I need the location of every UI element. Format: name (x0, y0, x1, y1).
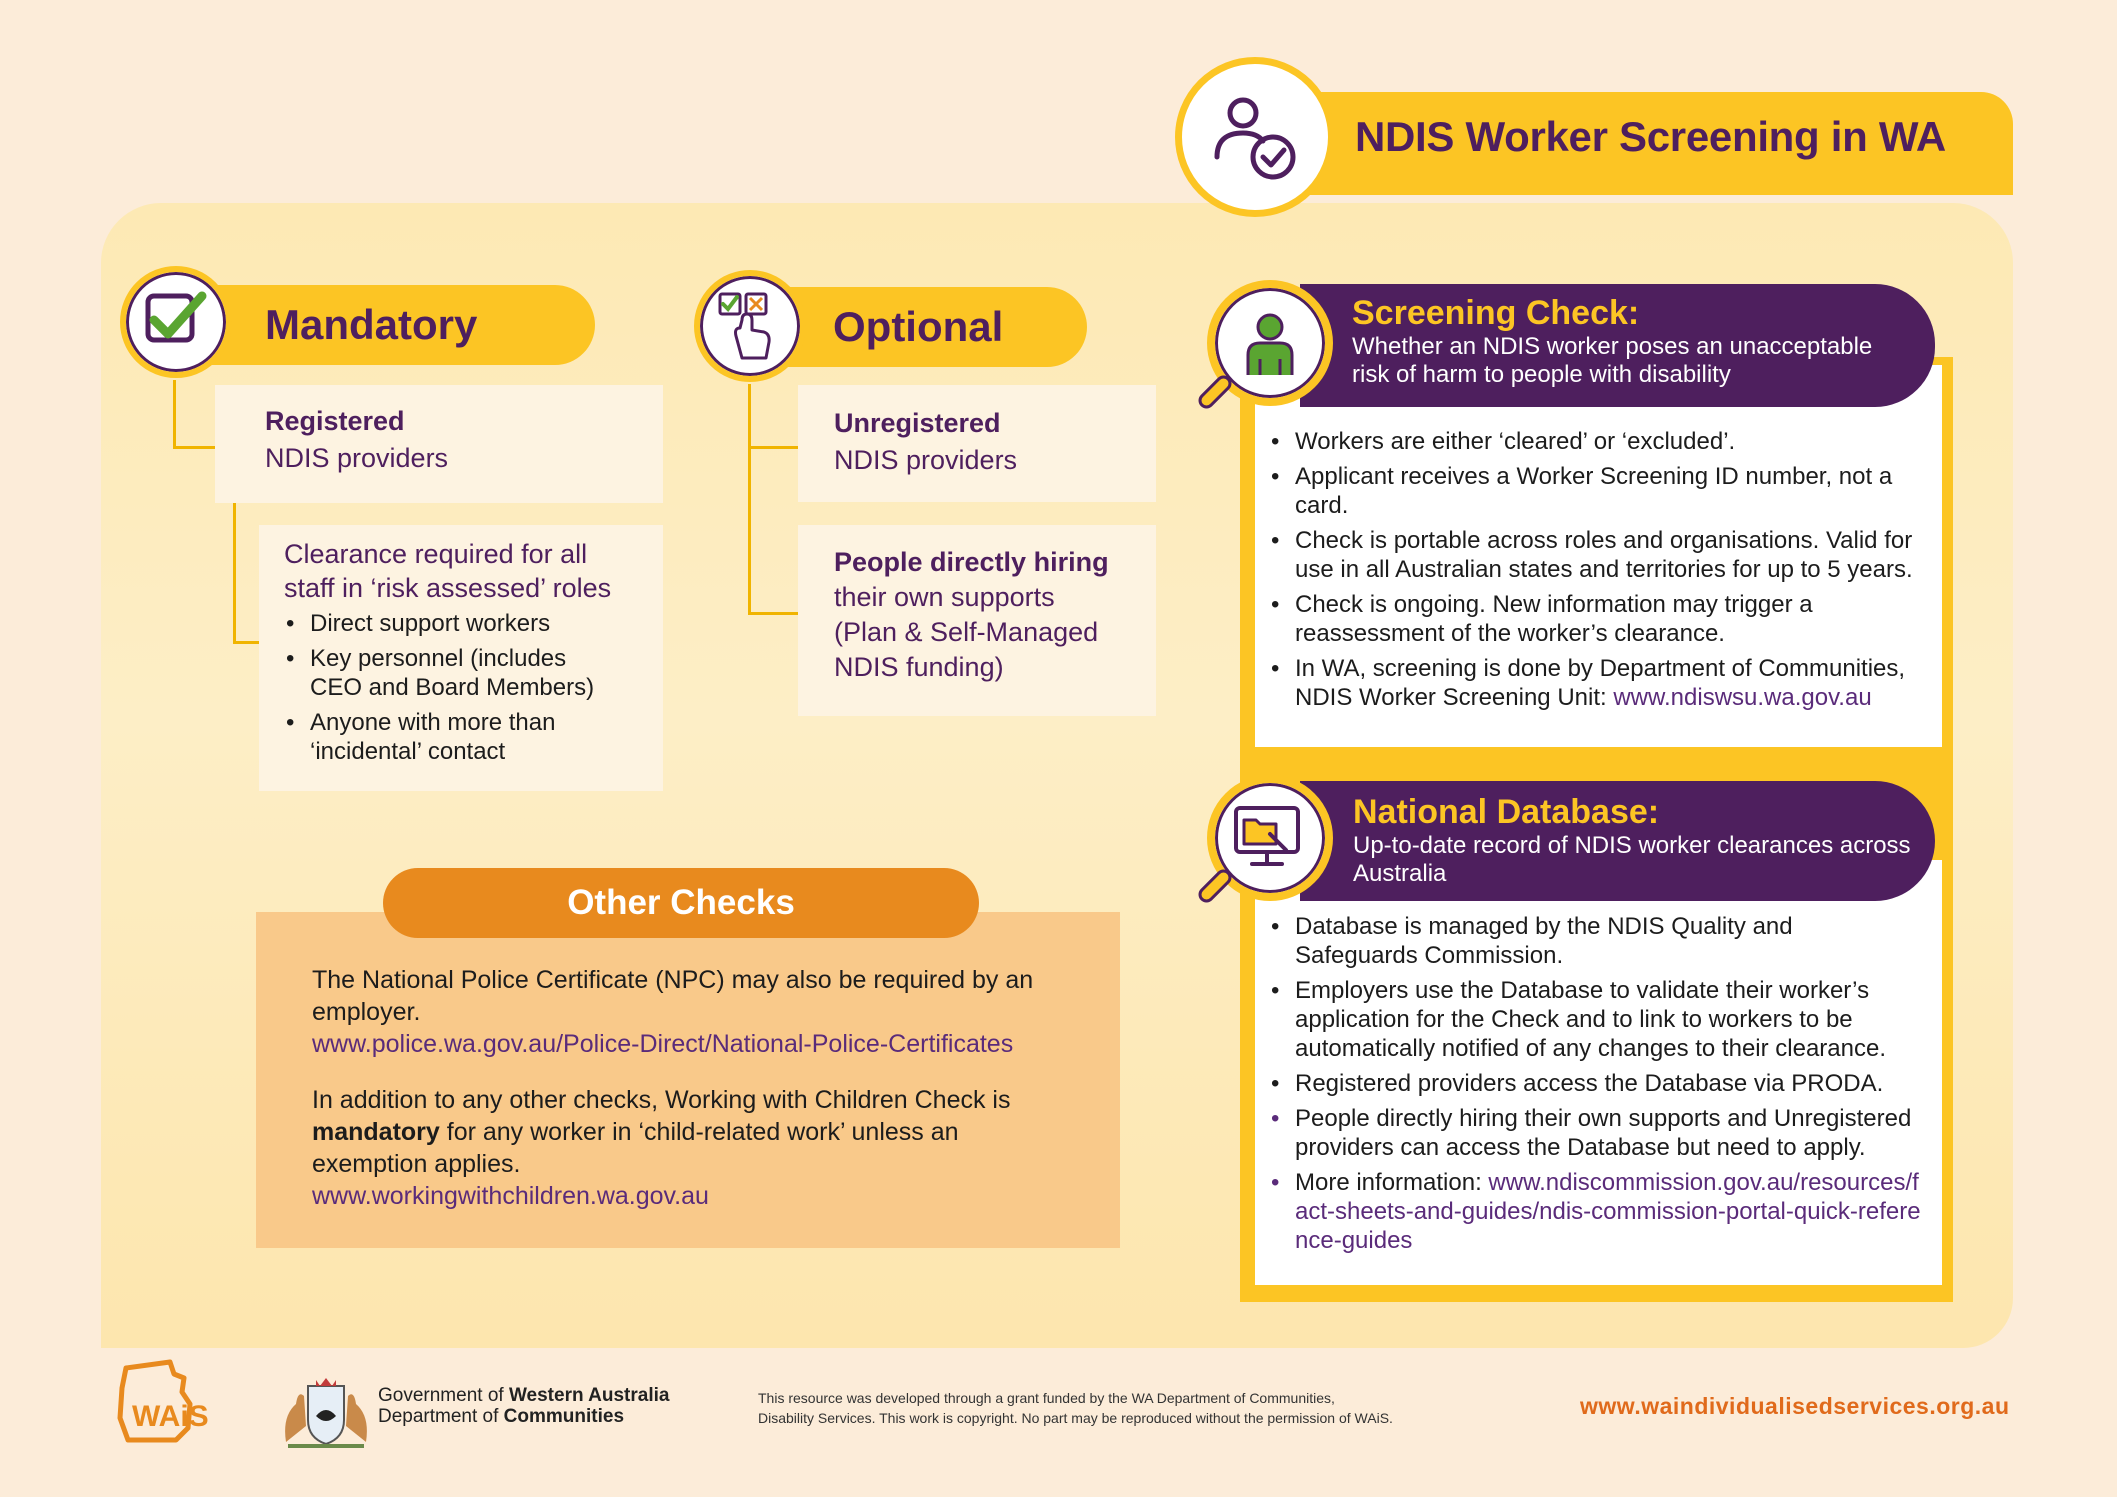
database-list (1255, 860, 1942, 1255)
national-database-banner (1300, 781, 1935, 901)
wa-coat-of-arms-icon (278, 1376, 374, 1450)
npc-paragraph: The National Police Certificate (NPC) may also be required by an employer. (312, 966, 1034, 1026)
registered-label: Registered (265, 406, 405, 436)
government-logo-text (378, 1385, 669, 1427)
national-database-title: National Database: (1353, 793, 1660, 831)
list-item: • Check is ongoing. New information may trigger a reassessment of the worker’s clearance. (1269, 590, 1922, 648)
clearance-list (259, 605, 663, 766)
direct-hiring-label: People directly hiring (834, 547, 1109, 577)
screening-list (1255, 365, 1942, 712)
list-item: • Database is managed by the NDIS Quality and Safeguards Commission. (1269, 912, 1922, 970)
disclaimer-line1: This resource was developed through a grant funded by the WA Department of Communities, (758, 1390, 1335, 1406)
direct-hiring-line3: NDIS funding) (834, 652, 1004, 682)
list-item: • Direct support workers (284, 609, 643, 638)
wais-logo[interactable] (112, 1358, 216, 1444)
connector-line (748, 384, 751, 448)
direct-hiring-line1: their own supports (834, 582, 1055, 612)
national-database-subtitle: Up-to-date record of NDIS worker clearances across Australia (1353, 832, 1911, 887)
screening-check-title: Screening Check: (1352, 294, 1640, 332)
person-check-icon (1175, 57, 1335, 217)
list-item (1269, 1168, 1922, 1255)
more-info-label: More information: (1295, 1169, 1489, 1196)
connector-line (173, 446, 215, 449)
gov-line1-a: Government of (378, 1385, 509, 1406)
optional-heading-label: Optional (833, 303, 1004, 350)
direct-hiring-line2: (Plan & Self-Managed (834, 617, 1099, 647)
footer-disclaimer (758, 1388, 1393, 1428)
checkbox-hand-icon (694, 270, 806, 382)
wwcc-text-a: In addition to any other checks, Working with Children Check is (312, 1086, 1011, 1114)
unregistered-text: NDIS providers (834, 445, 1018, 475)
screening-check-subtitle: Whether an NDIS worker poses an unacceptable risk of harm to people with disability (1352, 333, 1873, 388)
connector-line (233, 641, 259, 644)
gov-line2-b: Communities (503, 1406, 625, 1427)
ndis-commission-link[interactable]: www.ndiscommission.gov.au/resources/fact-sheets-and-guides/ndis-commission-portal-quick-reference-guides (1295, 1169, 1921, 1254)
police-link[interactable]: www.police.wa.gov.au/Police-Direct/National-Police-Certificates (312, 1030, 1014, 1058)
registered-text: NDIS providers (265, 443, 449, 473)
list-item: • People directly hiring their own supports and Unregistered providers can access the Database but need to apply. (1269, 1104, 1922, 1162)
website-link[interactable]: www.waindividualisedservices.org.au (1580, 1393, 2010, 1419)
list-item: • Workers are either ‘cleared’ or ‘excluded’. (1269, 427, 1922, 456)
list-item: • Employers use the Database to validate their worker’s application for the Check and to link to workers to be automatically notified of any changes to their clearance. (1269, 976, 1922, 1063)
screening-check-body (1255, 365, 1942, 747)
connector-line (748, 612, 798, 615)
disclaimer-line2: Disability Services. This work is copyright. No part may be reproduced without the permission of WAiS. (758, 1410, 1393, 1426)
checkmark-icon (120, 266, 232, 378)
wwcc-text-bold: mandatory (312, 1118, 440, 1146)
wwcc-paragraph (312, 1084, 1072, 1180)
wais-logo-text: WAiS (132, 1400, 209, 1433)
other-checks-box (256, 912, 1120, 1248)
list-item: • Key personnel (includes CEO and Board Members) (284, 644, 614, 702)
clearance-line1: Clearance required for all (284, 539, 588, 569)
mandatory-heading-label: Mandatory (265, 301, 478, 348)
connector-line (748, 446, 751, 614)
registered-providers-card (215, 385, 663, 503)
unregistered-label: Unregistered (834, 408, 1001, 438)
screening-unit-text: In WA, screening is done by Department of Communities, NDIS Worker Screening Unit: (1295, 655, 1906, 711)
other-checks-heading: Other Checks (383, 868, 979, 938)
screening-check-banner (1300, 284, 1935, 407)
connector-line (173, 380, 176, 448)
list-item: • Applicant receives a Worker Screening ID number, not a card. (1269, 462, 1922, 520)
list-item (1269, 654, 1922, 712)
gov-line2-a: Department of (378, 1406, 504, 1427)
national-database-body (1255, 860, 1942, 1285)
connector-line (748, 446, 798, 449)
clearance-card (259, 525, 663, 791)
gov-line1-b: Western Australia (508, 1385, 670, 1406)
list-item: • Check is portable across roles and organisations. Valid for use in all Australian states and territories for up to 5 years. (1269, 526, 1922, 584)
wwcc-link[interactable]: www.workingwithchildren.wa.gov.au (312, 1182, 709, 1210)
wwcc-text-b: for any worker in ‘child-related work’ unless an exemption applies. (312, 1118, 959, 1178)
clearance-line2: staff in ‘risk assessed’ roles (284, 573, 612, 603)
direct-hiring-card (798, 525, 1156, 716)
unregistered-providers-card (798, 385, 1156, 502)
list-item: • Anyone with more than ‘incidental’ contact (284, 708, 584, 766)
connector-line (233, 503, 236, 643)
ndiswsu-link[interactable]: www.ndiswsu.wa.gov.au (1613, 684, 1872, 711)
page-title: NDIS Worker Screening in WA (1355, 113, 1946, 160)
list-item: • Registered providers access the Database via PRODA. (1269, 1069, 1922, 1098)
